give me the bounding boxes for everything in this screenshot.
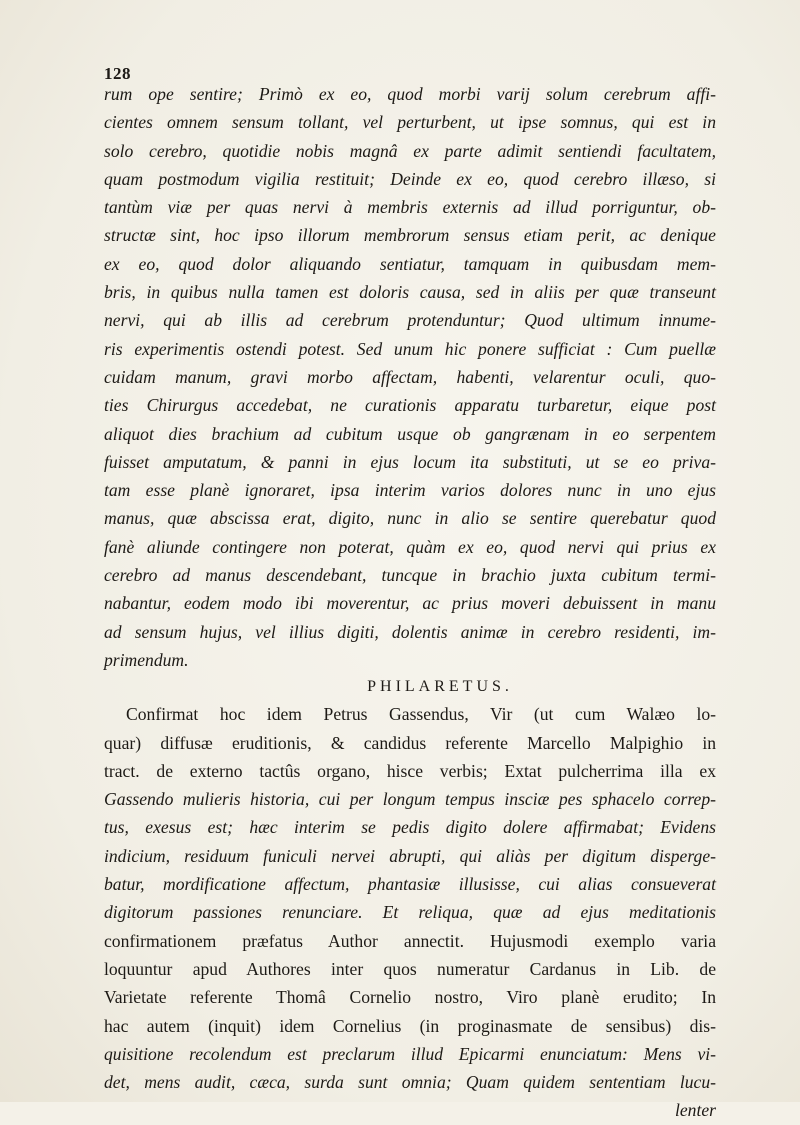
text-line: fuisset amputatum, & panni in ejus locum ita substituti, ut se eo priva- <box>104 451 716 472</box>
paragraph-one <box>104 80 716 674</box>
text-line: tract. de externo tactûs organo, hisce verbis; Extat pulcherrima illa ex <box>104 760 716 781</box>
text-line: tam esse planè ignoraret, ipsa interim varios dolores nunc in uno ejus <box>104 480 716 501</box>
text-line: nabantur, eodem modo ibi moverentur, ac prius moveri debuissent in manu <box>104 593 716 614</box>
text-line: rum ope sentire; Primò ex eo, quod morbi varij solum cerebrum affi- <box>104 84 716 104</box>
text-line: hac autem (inquit) idem Cornelius (in proginasmate de sensibus) dis- <box>104 1015 716 1036</box>
text-line: Confirmat hoc idem Petrus Gassendus, Vir (ut cum Walæo lo- <box>126 704 716 725</box>
text-line: tus, exesus est; hæc interim se pedis digito dolere affirmabat; Evidens <box>104 817 716 838</box>
text-line: manus, quæ abscissa erat, digito, nunc in alio se sentire querebatur quod <box>104 508 716 529</box>
text-line: Varietate referente Thomâ Cornelio nostro, Viro planè erudito; In <box>104 987 716 1008</box>
text-line: loquuntur apud Authores inter quos numeratur Cardanus in Lib. de <box>104 958 716 979</box>
text-line: digitorum passiones renunciare. Et reliqua, quæ ad ejus meditationis <box>104 902 716 923</box>
text-line: tantùm viæ per quas nervi à membris externis ad illud porriguntur, ob- <box>104 197 716 218</box>
paragraph-two <box>104 700 716 1096</box>
text-line: structæ sint, hoc ipso illorum membrorum sensus etiam perit, ac denique <box>104 225 716 246</box>
text-line: nervi, qui ab illis ad cerebrum protenduntur; Quod ultimum innume- <box>104 310 716 331</box>
text-line: quar) diffusæ eruditionis, & candidus referente Marcello Malpighio in <box>104 732 716 753</box>
text-line: cuidam manum, gravi morbo affectam, habenti, velarentur oculi, quo- <box>104 366 716 387</box>
catchword: lenter <box>674 1100 716 1121</box>
text-line: ad sensum hujus, vel illius digiti, dolentis animæ in cerebro residenti, im- <box>104 621 716 642</box>
text-line: solo cerebro, quotidie nobis magnâ ex parte adimit sentiendi facultatem, <box>104 140 716 161</box>
text-line: batur, mordificatione affectum, phantasiæ illusisse, cui alias consueverat <box>104 874 716 895</box>
text-line: det, mens audit, cæca, surda sunt omnia; Quam quidem sententiam lucu- <box>104 1072 716 1093</box>
text-line: aliquot dies brachium ad cubitum usque ob gangrænam in eo serpentem <box>104 423 716 444</box>
text-line: bris, in quibus nulla tamen est doloris causa, sed in aliis per quæ transeunt <box>104 282 716 303</box>
text-line: ris experimentis ostendi potest. Sed unum hic ponere sufficiat : Cum puellæ <box>104 338 716 359</box>
text-line: quam postmodum vigilia restituit; Deinde ex eo, quod cerebro illæso, si <box>104 168 716 189</box>
text-line: primendum. <box>104 649 189 670</box>
text-line: fanè aliunde contingere non poterat, quàm ex eo, quod nervi qui prius ex <box>104 536 716 557</box>
text-line: cientes omnem sensum tollant, vel perturbent, ut ipse somnus, qui est in <box>104 112 716 133</box>
text-line: indicium, residuum funiculi nervei abrupti, qui aliàs per digitum disperge- <box>104 845 716 866</box>
text-line: quisitione recolendum est preclarum illud Epicarmi enunciatum: Mens vi- <box>104 1043 716 1064</box>
text-line: cerebro ad manus descendebant, tuncque in brachio juxta cubitum termi- <box>104 565 716 586</box>
text-line: confirmationem præfatus Author annectit. Hujusmodi exemplo varia <box>104 930 716 951</box>
text-line: ties Chirurgus accedebat, ne curationis apparatu turbaretur, eique post <box>104 395 716 416</box>
page-number: 128 <box>104 64 131 83</box>
speaker-heading: PHILARETUS. <box>367 678 513 696</box>
body-text <box>104 80 716 1125</box>
text-line: ex eo, quod dolor aliquando sentiatur, tamquam in quibusdam mem- <box>104 253 716 274</box>
text-line: Gassendo mulieris historia, cui per longum tempus insciæ pes sphacelo correp- <box>104 789 716 810</box>
